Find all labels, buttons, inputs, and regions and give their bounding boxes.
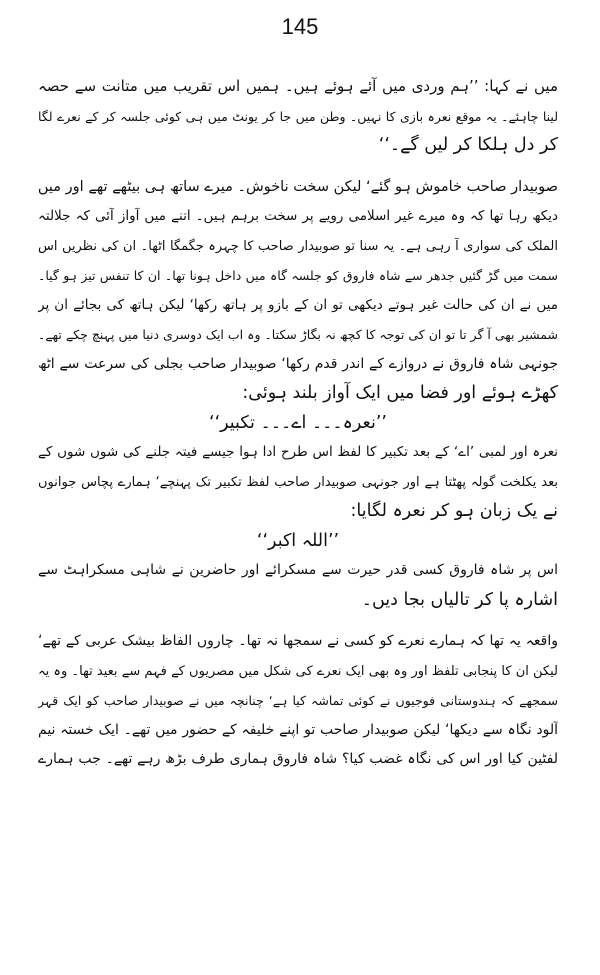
text-line: الملک کی سواری آ رہی ہے۔ یہ سنا تو صوبیدار صاحب کا چہرہ جگمگا اٹھا۔ ان کی نظریں اس: [38, 238, 558, 254]
text-line: کھڑے ہوئے اور فضا میں ایک آواز بلند ہوئی:: [242, 383, 558, 403]
slogan-line: ’’نعرہ۔۔۔ اے۔۔۔ تکبیر‘‘: [209, 412, 387, 433]
text-line: شمشیر بھی آ گر تا تو ان کی توجہ کا کچھ نہ بگاڑ سکتا۔ وہ اب ایک دوسری دنیا میں پہنچ چکے تھے۔: [38, 327, 558, 342]
text-line: میں نے ان کی حالت غیر ہوتے دیکھی تو ان کے بازو پر ہاتھ رکھا‘ لیکن ہاتھ کی بجائے ان پر: [38, 296, 558, 313]
text-line: لینا چاہئے۔ یہ موقع نعرہ بازی کا نہیں۔ وطن میں جا کر یونٹ میں ہی کوئی جلسہ کر کے نعرے لگا: [38, 108, 558, 124]
text-line: اس پر شاہ فاروق کسی قدر حیرت سے مسکرائے اور حاضرین نے شاہی مسکراہٹ سے: [38, 562, 558, 578]
text-line: صوبیدار صاحب خاموش ہو گئے‘ لیکن سخت ناخوش۔ میرے ساتھ ہی بیٹھے تھے اور میں: [38, 178, 558, 195]
body-text: [38, 72, 558, 775]
text-line: نعرہ اور لمبی ’اے‘ کے بعد تکبیر کا لفظ اس طرح ادا ہوا جیسے فیتہ جلنے کی شوں شوں کے: [38, 444, 558, 460]
text-line: لفٹین کیا اور اس کی نگاہ غضب کیا؟ شاہ فاروق ہماری طرف بڑھ رہے تھے۔ جب ہمارے: [38, 751, 558, 767]
text-line: بعد یکلخت گولہ پھٹتا ہے اور جونہی صوبیدار صاحب لفظ تکبیر تک پہنچے‘ ہمارے پچاس جوانوں: [38, 474, 558, 490]
text-line: لیکن ان کا پنجابی تلفظ اور وہ بھی ایک نعرے کی شکل میں مصریوں کے فہم سے بعید تھا۔ وہ یہ: [38, 663, 558, 679]
text-line: نے یک زبان ہو کر نعرہ لگایا:: [350, 501, 558, 521]
slogan-line: ’’اللہ اکبر‘‘: [256, 530, 340, 551]
text-line: دیکھ رہا تھا کہ وہ میرے غیر اسلامی رویے پر سخت برہم ہیں۔ اتنے میں آواز آئی کہ جلالتہ: [38, 208, 558, 224]
text-line: اشارہ پا کر تالیاں بجا دیں۔: [361, 589, 558, 610]
text-line: آلود نگاہ سے دیکھا‘ لیکن صوبیدار صاحب تو اپنے خلیفہ کے حضور میں تھے۔ ایک خستہ نیم: [38, 721, 558, 738]
text-line: سمت میں گڑ گئیں جدھر سے شاہ فاروق کو جلسہ گاہ میں داخل ہونا تھا۔ ان کا تنفس تیز ہو گیا۔: [38, 268, 558, 283]
text-line: میں نے کہا: ’’ہم وردی میں آئے ہوئے ہیں۔ ہمیں اس تقریب میں متانت سے حصہ: [38, 77, 558, 95]
text-line: کر دل ہلکا کر لیں گے۔‘‘: [378, 135, 558, 155]
text-line: واقعہ یہ تھا کہ ہمارے نعرے کو کسی نے سمجھا نہ تھا۔ چاروں الفاظ بیشک عربی کے تھے‘: [38, 633, 558, 649]
text-line: جونہی شاہ فاروق نے دروازے کے اندر قدم رکھا‘ صوبیدار صاحب بجلی کی سرعت سے اٹھ: [38, 355, 558, 372]
page-number: 145: [281, 14, 319, 39]
text-line: سمجھے کہ ہندوستانی فوجیوں نے کوئی تماشہ کیا ہے‘ چنانچہ میں نے صوبیدار صاحب کو ایک قہر: [38, 693, 558, 708]
